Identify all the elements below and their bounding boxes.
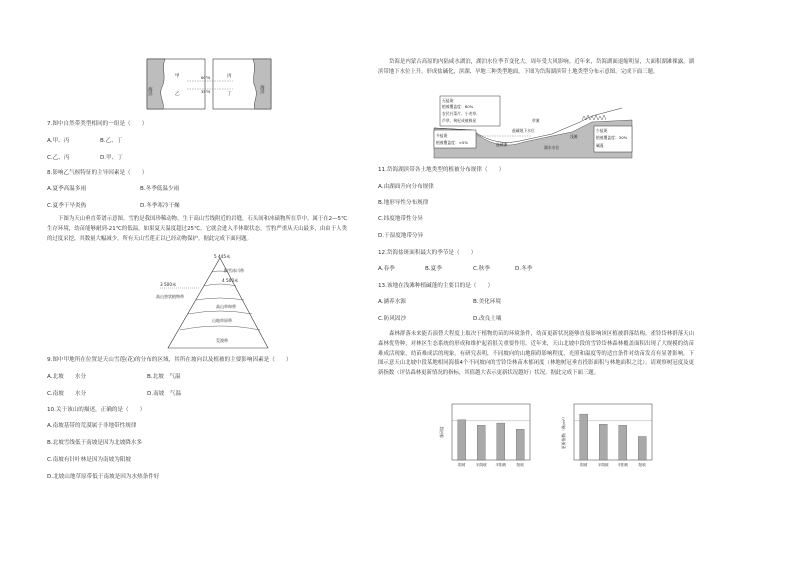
x-tick-label: 阳坡 — [638, 463, 646, 467]
q8-option-a[interactable]: A.夏季高温多雨 — [47, 186, 87, 192]
q13-stem: 13.该地在浅滩种植碱蓬的主要目的是（ ） — [378, 283, 494, 289]
lake-box-right-2: 植被覆盖度：30% — [596, 135, 628, 140]
q8-option-d[interactable]: D.冬季寒冷干燥 — [140, 203, 180, 209]
q13-option-d[interactable]: D.改良土壤 — [473, 316, 502, 322]
q10-option-d[interactable]: D.北坡山地草原带低于南坡是因为水热条件好 — [47, 474, 160, 480]
q12-option-b[interactable]: B.夏季 — [425, 266, 442, 272]
bar-1 — [458, 420, 466, 460]
q9-option-b[interactable]: B.北坡 气温 — [147, 374, 181, 380]
q9-option-c[interactable]: C.南坡 水分 — [47, 391, 87, 397]
lake-box-left-1: 多盐斑 — [436, 133, 448, 138]
x-tick-label: 阴坡 — [580, 463, 588, 467]
q9-option-d[interactable]: D.南坡 气温 — [147, 391, 182, 397]
map-label-ding: 丁 — [227, 92, 232, 97]
x-tick-label: 半阳坡 — [617, 463, 629, 467]
q11-option-d[interactable]: D.干湿度地带分异 — [378, 233, 424, 239]
lake-box-right-1: 少盐斑 — [596, 128, 608, 133]
q13-option-a[interactable]: A.涵养水源 — [378, 299, 406, 305]
q8-stem: 8.影响乙气候特征的主导因素是（ ） — [47, 170, 148, 176]
lat-35-label: 35°N — [201, 90, 211, 94]
lake-shallow-label: 浅滩 — [570, 134, 578, 139]
height-mid-label: 4 500米 — [222, 278, 239, 283]
lake-box-top-2: 植被覆盖度：60% — [442, 104, 474, 109]
height-top-label: 5 445米 — [214, 254, 231, 259]
q7-option-d[interactable]: D.甲、丁 — [100, 155, 123, 161]
zone-snow-label: 积雪冰川带 — [224, 268, 244, 273]
x-tick-label: 阴坡 — [458, 463, 466, 467]
q7-option-a[interactable]: A.甲、丙 — [47, 138, 70, 144]
sea-right-label: 海洋 — [259, 85, 265, 94]
passage-tianshan: 下图为天山垂直带谱示意图。雪豹是我国珍稀动物，生于高山雪线附近的岩缝，石头间和冰碛物所在草中。属于在2—5℃生存环境，幼苗能够耐到-21℃的低温，如果夏天温度超过25℃，它就会进入半休眠状态。雪豹严重从天山最多，由由于人类的过度采挖，其数量大幅减少，所有天山雪莲正以已经动物保护。据此完成下面问题。 — [47, 216, 347, 242]
zone-steppe-label: 山地草原带 — [212, 318, 232, 323]
x-tick-label: 半阴坡 — [475, 463, 487, 467]
y-axis-label: 郁闭度 — [439, 426, 444, 438]
lake-box-top-4: 芦草、枸杞成被株星 — [442, 118, 477, 123]
lake-grass-label: 草滩 — [532, 118, 540, 123]
bar-2 — [477, 425, 485, 460]
q8-option-c[interactable]: C.夏季干旱炎热 — [47, 203, 87, 209]
q10-option-c[interactable]: C.南坡有针叶林是因为南坡为阳坡 — [47, 457, 131, 463]
height-low-label: 3 500米 — [160, 282, 177, 287]
map-label-yi: 乙 — [175, 92, 180, 97]
bar-4 — [638, 436, 646, 460]
lake-box-top-1: 无盐斑 — [442, 98, 454, 103]
passage-forest: 森林群落未来能否演替大程度上取决于植物幼苗的环境条件，幼苗更新状况能够直接影响该区植被群落结构。雀铃岱林群落天山森林优势种，对林区生态系统的形成和维护起着很关重要作用。近年来，天山北坡中段的雪铃岱林森林覆盖面积出现了大规模的幼苗难成活现象，幼苗难成活的现象。有研究表明，不同坡向的山地阻碍影响程度，光照和温度等的适宜条件对幼苗发育有显著影响。下图示意天山北坡中段某地相同海拔4个不同坡向的雪铃岱林苗木郁闭度（林地树冠垂直投影面积与林地面积之比）。请观察树冠度及更新指数（评估森林更新情况的指标，其值越大表示更新状况越好）状况。据此完成下面三题。 — [378, 331, 694, 377]
q13-option-c[interactable]: C.防风固沙 — [378, 316, 407, 322]
q11-option-a[interactable]: A.由湖面升向分布规律 — [378, 184, 434, 190]
lake-salt-label: 盐碱滩 — [496, 142, 508, 147]
lake-box-right-3: 碱蓬 — [596, 143, 604, 148]
q12-stem: 12.岱海盐斑面积最大的季节是（ ） — [378, 250, 477, 256]
q7-option-b[interactable]: B.乙、丁 — [100, 138, 123, 144]
zone-desert-label: 荒漠带 — [216, 338, 228, 343]
bar-3 — [497, 423, 505, 460]
lake-line-label: 盐碱地下水位 — [512, 128, 535, 133]
x-tick-label: 半阳坡 — [495, 463, 507, 467]
mountain-figure — [156, 252, 270, 352]
q7-stem: 7.图中自然带类型相同的一组是（ ） — [47, 121, 148, 127]
q9-option-a[interactable]: A.北坡 水分 — [47, 374, 87, 380]
q9-stem: 9.图中甲地所在位置是天山雪莲(花)的分布的区域，其所在坡向以及植被的主要影响因素是（ ） — [47, 357, 292, 363]
map-label-bing: 丙 — [227, 74, 232, 79]
q12-option-a[interactable]: A.春季 — [378, 266, 395, 272]
canopy-density-chart — [438, 400, 534, 478]
x-tick-label: 半阴坡 — [597, 463, 609, 467]
q8-option-b[interactable]: B.冬季低温少雨 — [140, 186, 180, 192]
lake-box-left-2: 植被覆盖度：<5% — [436, 140, 468, 145]
q11-stem: 11.岱海湖滨带各土地类型的植被分布规律（ ） — [378, 167, 505, 173]
lake-box-top-3: 农民针菜片、小麦草、 — [442, 111, 480, 116]
passage-daihai: 岱海是内蒙古高原的内陆咸水湖泊，湖泊水位季节变化大，周年受大风影响。近年来，岱海湖面退缩明显，大面积湖滩裸露，湖滨带地下水位上升，形成盐碱化，滨湖、旱地三种类型地面。下图为岱海湖滨带土地类型分布示意图。完成下面三题。 — [378, 59, 694, 75]
map-figure — [147, 57, 272, 112]
regeneration-index-chart — [560, 400, 656, 478]
q11-option-b[interactable]: B.地形导性分布规律 — [378, 200, 429, 206]
lat-60-label: 60°N — [201, 76, 211, 80]
lake-water-label: 湖水水位 — [544, 145, 560, 150]
q10-option-a[interactable]: A.南坡基带的荒漠属于非地带性规律 — [47, 423, 137, 429]
zone-meadow-label: 高山草甸带 — [216, 304, 236, 309]
map-label-jia: 甲 — [175, 74, 180, 79]
x-tick-label: 阳坡 — [516, 463, 524, 467]
q13-option-b[interactable]: B.美化环境 — [473, 299, 501, 305]
q12-option-d[interactable]: D.冬季 — [515, 266, 533, 272]
q7-option-c[interactable]: C.乙、丙 — [47, 155, 70, 161]
lake-figure — [432, 92, 632, 160]
q10-stem: 10.关于该山的描述，正确的是（ ） — [47, 407, 146, 413]
y-axis-label: 更新指数/（株/m²） — [561, 414, 566, 450]
q10-option-b[interactable]: B.北坡雪线低于南坡是因为北坡降水多 — [47, 440, 143, 446]
bar-3 — [619, 425, 627, 460]
q12-option-c[interactable]: C.秋季 — [473, 266, 490, 272]
zone-cushion-label: 高山垫状植物带 — [156, 294, 184, 299]
sea-left-label: 海洋 — [147, 87, 153, 96]
bar-4 — [516, 429, 524, 460]
bar-2 — [599, 424, 607, 460]
q11-option-c[interactable]: C.纬度地带性分异 — [378, 216, 423, 222]
bar-1 — [580, 414, 588, 460]
